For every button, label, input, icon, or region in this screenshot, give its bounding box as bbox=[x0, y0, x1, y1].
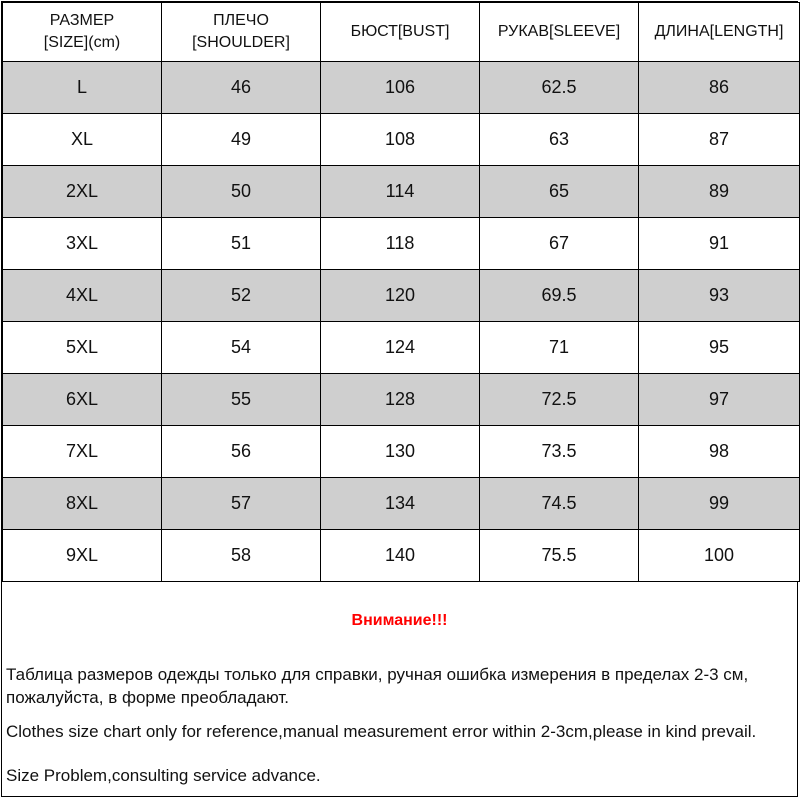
cell-sleeve: 63 bbox=[480, 114, 639, 166]
table-row bbox=[3, 114, 800, 166]
header-length bbox=[639, 3, 800, 62]
cell-shoulder: 52 bbox=[162, 270, 321, 322]
cell-length: 98 bbox=[639, 426, 800, 478]
cell-sleeve: 75.5 bbox=[480, 530, 639, 582]
cell-length: 97 bbox=[639, 374, 800, 426]
cell-length: 91 bbox=[639, 218, 800, 270]
cell-shoulder: 55 bbox=[162, 374, 321, 426]
cell-bust: 134 bbox=[321, 478, 480, 530]
cell-shoulder: 50 bbox=[162, 166, 321, 218]
cell-shoulder: 56 bbox=[162, 426, 321, 478]
table-header-row bbox=[3, 3, 800, 62]
cell-length: 93 bbox=[639, 270, 800, 322]
cell-bust: 140 bbox=[321, 530, 480, 582]
cell-bust: 124 bbox=[321, 322, 480, 374]
cell-shoulder: 46 bbox=[162, 62, 321, 114]
cell-size: 4XL bbox=[3, 270, 162, 322]
size-table bbox=[2, 2, 800, 582]
cell-size: L bbox=[3, 62, 162, 114]
table-row bbox=[3, 166, 800, 218]
table-row bbox=[3, 62, 800, 114]
cell-shoulder: 49 bbox=[162, 114, 321, 166]
note-russian: Таблица размеров одежды только для справки, ручная ошибка измерения в пределах 2-3 см, пожалуйста, в форме преобладают. bbox=[6, 665, 749, 707]
table-row bbox=[3, 218, 800, 270]
cell-sleeve: 71 bbox=[480, 322, 639, 374]
notes-section bbox=[2, 585, 797, 796]
cell-size: 8XL bbox=[3, 478, 162, 530]
table-row bbox=[3, 270, 800, 322]
table-row bbox=[3, 322, 800, 374]
cell-length: 95 bbox=[639, 322, 800, 374]
cell-length: 86 bbox=[639, 62, 800, 114]
cell-bust: 128 bbox=[321, 374, 480, 426]
cell-length: 89 bbox=[639, 166, 800, 218]
note-english-consulting: Size Problem,consulting service advance. bbox=[6, 766, 321, 785]
cell-size: 6XL bbox=[3, 374, 162, 426]
warning-text: Внимание!!! bbox=[351, 612, 448, 629]
table-row bbox=[3, 530, 800, 582]
cell-size: 9XL bbox=[3, 530, 162, 582]
cell-bust: 120 bbox=[321, 270, 480, 322]
cell-shoulder: 58 bbox=[162, 530, 321, 582]
cell-bust: 118 bbox=[321, 218, 480, 270]
cell-bust: 106 bbox=[321, 62, 480, 114]
cell-bust: 108 bbox=[321, 114, 480, 166]
header-size-line2: [SIZE](cm) bbox=[43, 34, 121, 51]
cell-bust: 114 bbox=[321, 166, 480, 218]
note-english: Clothes size chart only for reference,manual measurement error within 2-3cm,please in kind prevail. bbox=[6, 722, 757, 741]
header-sleeve bbox=[480, 3, 639, 62]
cell-size: 7XL bbox=[3, 426, 162, 478]
header-size-line1: РАЗМЕР bbox=[49, 12, 115, 29]
table-row bbox=[3, 478, 800, 530]
cell-sleeve: 74.5 bbox=[480, 478, 639, 530]
cell-length: 100 bbox=[639, 530, 800, 582]
size-chart bbox=[1, 1, 798, 797]
header-bust-line1: БЮСТ[BUST] bbox=[350, 23, 450, 40]
header-bust bbox=[321, 3, 480, 62]
table-row bbox=[3, 426, 800, 478]
cell-shoulder: 57 bbox=[162, 478, 321, 530]
cell-sleeve: 62.5 bbox=[480, 62, 639, 114]
cell-length: 99 bbox=[639, 478, 800, 530]
header-shoulder bbox=[162, 3, 321, 62]
cell-sleeve: 67 bbox=[480, 218, 639, 270]
table-row bbox=[3, 374, 800, 426]
cell-sleeve: 69.5 bbox=[480, 270, 639, 322]
cell-size: 2XL bbox=[3, 166, 162, 218]
cell-size: XL bbox=[3, 114, 162, 166]
cell-size: 5XL bbox=[3, 322, 162, 374]
header-shoulder-line2: [SHOULDER] bbox=[192, 34, 290, 51]
header-size bbox=[3, 3, 162, 62]
cell-bust: 130 bbox=[321, 426, 480, 478]
cell-sleeve: 72.5 bbox=[480, 374, 639, 426]
cell-length: 87 bbox=[639, 114, 800, 166]
cell-shoulder: 51 bbox=[162, 218, 321, 270]
cell-sleeve: 65 bbox=[480, 166, 639, 218]
cell-sleeve: 73.5 bbox=[480, 426, 639, 478]
header-shoulder-line1: ПЛЕЧО bbox=[213, 12, 269, 29]
cell-shoulder: 54 bbox=[162, 322, 321, 374]
header-sleeve-line1: РУКАВ[SLEEVE] bbox=[497, 23, 621, 40]
cell-size: 3XL bbox=[3, 218, 162, 270]
header-length-line1: ДЛИНА[LENGTH] bbox=[654, 23, 784, 40]
